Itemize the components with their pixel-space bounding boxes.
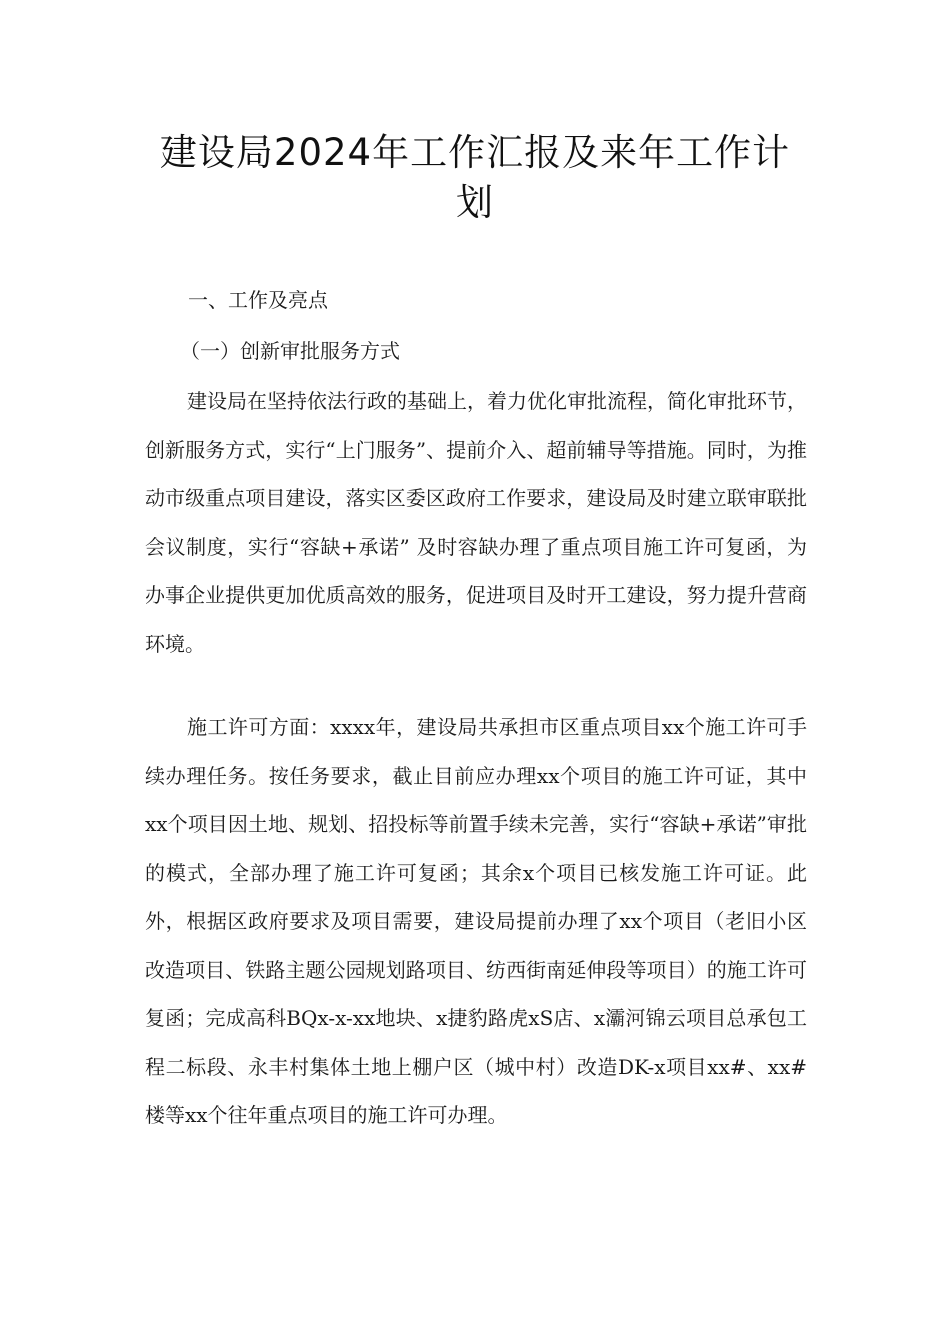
body-paragraph-2: 施工许可方面：xxxx年，建设局共承担市区重点项目xx个施工许可手续办理任务。按任务要求，截止目前应办理xx个项目的施工许可证，其中xx个项目因土地、规划、招投标等前置手续未完善，实行“容缺+承诺”审批的模式，全部办理了施工许可复函；其余x个项目已核发施工许可证。此外，根据区政府要求及项目需要，建设局提前办理了xx个项目（老旧小区改造项目、铁路主题公园规划路项目、纺西街南延伸段等项目）的施工许可复函；完成高科BQx-x-xx地块、x捷豹路虎xS店、x灞河锦云项目总承包工程二标段、永丰村集体土地上棚户区（城中村）改造DK-x项目xx#、xx#楼等xx个往年重点项目的施工许可办理。 [145,715,807,1127]
section-heading: 一、工作及亮点 [188,288,328,312]
body-paragraph-1: 建设局在坚持依法行政的基础上，着力优化审批流程，简化审批环节，创新服务方式，实行“上门服务”、提前介入、超前辅导等措施。同时，为推动市级重点项目建设，落实区委区政府工作要求，建设局及时建立联审联批会议制度，实行“容缺+承诺” 及时容缺办理了重点项目施工许可复函，为办事企业提供更加优质高效的服务，促进项目及时开工建设，努力提升营商环境。 [145,389,807,656]
subsection-heading: （一）创新审批服务方式 [180,339,400,363]
document-title: 建设局2024年工作汇报及来年工作计划 [159,131,791,224]
